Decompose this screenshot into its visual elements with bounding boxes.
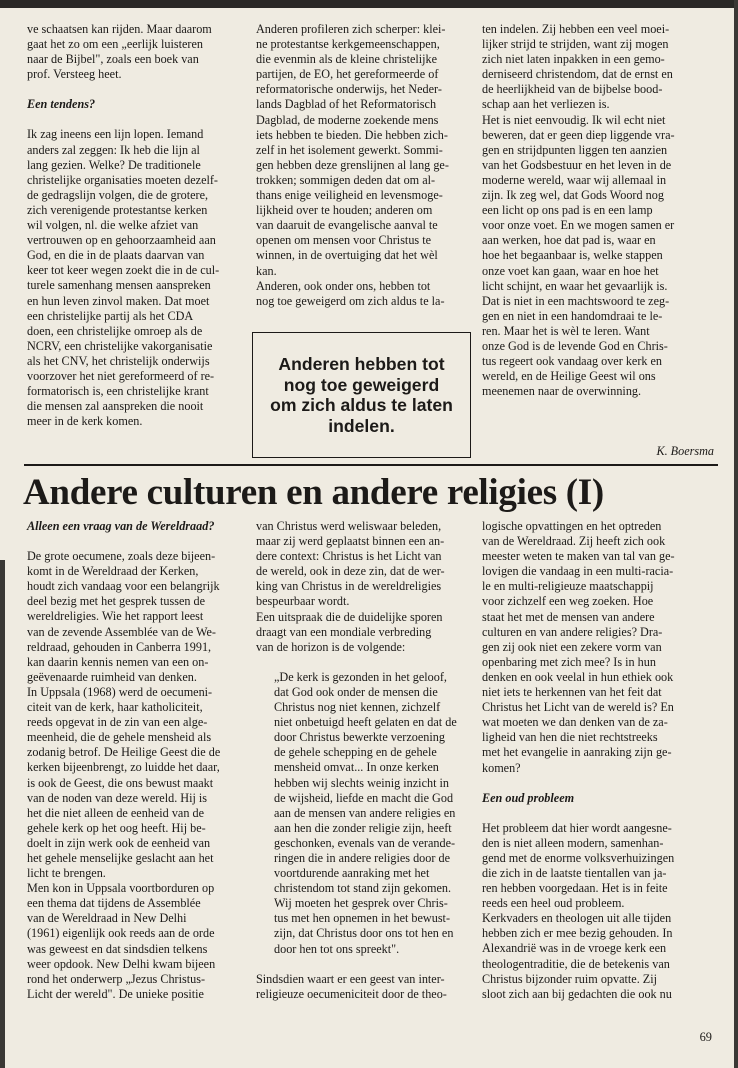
article-headline: Andere culturen en andere religies (I): [23, 472, 604, 513]
top-column-1: [27, 22, 241, 429]
top-column-2: [256, 22, 468, 309]
page-number: 69: [699, 1030, 712, 1044]
bottom-column-3: [482, 519, 718, 1002]
subheading: Een tendens?: [27, 97, 96, 112]
paragraph: Het probleem dat hier wordt aangesne- den is niet alleen modern, samenhan- gend met de enorme volksverhuizingen die zich in de laatste tientallen van ja- ren hebben voorgedaan. Het is in feite reeds een heel oud probleem. Kerkvaders en theologen uit alle tijden hebben zich er mee bezig gehouden. In Alexandrië was in de vroege kerk een theologentraditie, die de betekenis van Christus bijzonder ruim opvatte. Zij sloot zich aan bij gedachten die ook nu: [482, 820, 675, 1001]
paragraph: van Christus werd weliswaar beleden, maar zij werd geplaatst binnen een an- dere context: Christus is het Licht van de wereld, ook in deze zin, dat de wer- king van Christus in de wereldreligies bespeurbaar wordt. Een uitspraak die de duidelijke sporen draagt van een mondiale verbreding van de horizon is de volgende:: [256, 519, 445, 654]
subheading: Alleen een vraag van de Wereldraad?: [27, 519, 215, 533]
section-divider: [24, 464, 718, 466]
scan-edge-top: [0, 0, 738, 8]
pull-quote-box: Anderen hebben tot nog toe geweigerd om zich aldus te laten indelen.: [252, 332, 471, 458]
bottom-column-1: [27, 519, 241, 1002]
paragraph: Anderen profileren zich scherper: klei- ne protestantse kerkgemeenschappen, die evenmin als de kleine christelijke partijen, de EO, het gereformeerde of reformatorische onderwijs, het Neder- lands Dagblad of het Reformatorisch Dagblad, de moderne zoekende mens iets hebben te bieden. Die hebben zich- zelf in het isolement gewerkt. Sommi- gen hebben deze grenslijnen al lang ge- trokken; sommigen deden dat om al- thans enige veiligheid en levensmoge- lijkheid over te houden; anderen om van daaruit de evangelische aanval te openen om mensen voor Christus te winnen, in de overtuiging dat het wèl kan.: [256, 22, 449, 278]
paragraph: Ik zag ineens een lijn lopen. Iemand anders zal zeggen: Ik heb die lijn al lang gezien. Welke? De traditionele christelijke organisaties moeten dezelf- de gedragslijn volgen, die de grotere, zich verenigende protestantse kerken wil volgen, nl. die welke afziet van vertrouwen op en gehoorzaamheid aan God, en die in de plaats daarvan van keer tot keer wegen zoekt die in de cul- turele samenhang mensen aanspreken en hun leven zinvol maken. Dat moet een christelijke partij als het CDA doen, een christelijke omroep als de NCRV, een christelijke vakorganisatie als het CNV, het christelijk onderwijs voorzover het niet gereformeerd of re- formatorisch is, een christelijke krant die mensen zal aanspreken die nooit meer in de kerk komen.: [27, 127, 220, 429]
bottom-column-2: [256, 519, 468, 1002]
paragraph: logische opvattingen en het optreden van de Wereldraad. Zij heeft zich ook meester weten te maken van tal van ge- lovigen die vandaag in een multi-racia- le en multi-religieuze maatschappij voor zichzelf een weg zoeken. Hoe staat het met de mensen van andere culturen en van andere religies? Dra- gen zij ook niet een zekere vorm van openbaring met zich mee? Is in hun denken en ook veelal in hun ethiek ook niet iets te herkennen van het feit dat Christus het Licht van de wereld is? En wat moeten we dan denken van de za- ligheid van hen die niet rechtstreeks met het evangelie in aanraking zijn ge- komen?: [482, 519, 675, 775]
paragraph: ten indelen. Zij hebben een veel moei- lijker strijd te strijden, want zij mogen zich niet laten inpakken in een gemo- derniseerd christendom, dat de ernst en de heerlijkheid van de bijbelse bood- schap aan het verliezen is. Het is niet eenvoudig. Ik wil echt niet beweren, dat er geen diep liggende vra- gen en strijdpunten liggen ten aanzien van het Godsbestuur en het leven in de moderne wereld, waar wij allemaal in zijn. Ik zeg wel, dat Gods Woord nog een licht op ons pad is en een lamp voor onze voet. En we mogen samen er aan werken, hoe dat pad is, waar en hoe het begaanbaar is, welke stappen onze voet kan gaan, waar en hoe het licht schijnt, en waar het gevaarlijk is. Dat is niet in een machtswoord te zeg- gen en niet in een handomdraai te le- ren. Maar het is wèl te leren. Want onze God is de levende God en Chris- tus regeert ook vandaag over kerk en wereld, en de Heilige Geest wil ons meenemen naar de overwinning.: [482, 22, 675, 399]
author-signature: K. Boersma: [656, 444, 714, 458]
block-quote: „De kerk is gezonden in het geloof, dat God ook onder de mensen die Christus nog niet kennen, zichzelf niet onbetuigd heeft gelaten en dat de door Christus bewerkte verzoening de gehele schepping en de gehele mensheid omvat... In onze kerken hebben wij slechts weinig inzicht in de wijsheid, liefde en macht die God aan de mensen van andere religies en aan hen die zonder religie zijn, heeft geschonken, evenals van de verande- ringen die in andere religies door de voortdurende aanraking met het christendom tot stand zijn gekomen. Wij moeten het gesprek over Chris- tus met hen opnemen in het bewust- zijn, dat Christus door ons tot hen en door hen tot ons spreekt".: [274, 669, 457, 956]
paragraph: ve schaatsen kan rijden. Maar daarom gaat het zo om een „eerlijk luisteren naar de Bijbel", zoals een boek van prof. Versteeg heet.: [27, 22, 212, 82]
paragraph: De grote oecumene, zoals deze bijeen- komt in de Wereldraad der Kerken, houdt zich vandaag voor een belangrijk deel bezig met het gesprek tussen de wereldreligies. Wie het rapport leest van de zevende Assemblée van de We- reldraad, gehouden in Canberra 1991, kan daarin kennis nemen van een on- geëvenaarde ruimheid van denken. In Uppsala (1968) werd de oecumeni- citeit van de kerk, haar katholiciteit, reeds opgevat in de zin van een alge- meenheid, die de gehele mensheid als zodanig betrof. De Heilige Geest die de kerken bijeenbrengt, zo luidde het daar, is ook de Geest, die ons bewust maakt van de noden van deze wereld. Hij is het die niet alleen de eenheid van de gehele kerk op het oog heeft. Hij be- doelt in zijn werk ook de eenheid van het gehele menselijke geslacht aan het licht te brengen. Men kon in Uppsala voortborduren op een thema dat tijdens de Assemblée van de Wereldraad in New Delhi (1961) eigenlijk ook reeds aan de orde was geweest en dat sindsdien telkens weer opdook. New Delhi kwam bijeen rond het onderwerp „Jezus Christus- Licht der wereld". De unieke positie: [27, 549, 221, 1001]
paragraph: Sindsdien waart er een geest van inter- religieuze oecumeniciteit door de theo-: [256, 971, 447, 1001]
scan-edge-left: [0, 560, 5, 1068]
paragraph: Anderen, ook onder ons, hebben tot nog toe geweigerd om zich aldus te la-: [256, 278, 445, 308]
top-column-3: [482, 22, 718, 399]
scan-edge-right: [734, 0, 738, 1068]
subheading: Een oud probleem: [482, 790, 575, 805]
